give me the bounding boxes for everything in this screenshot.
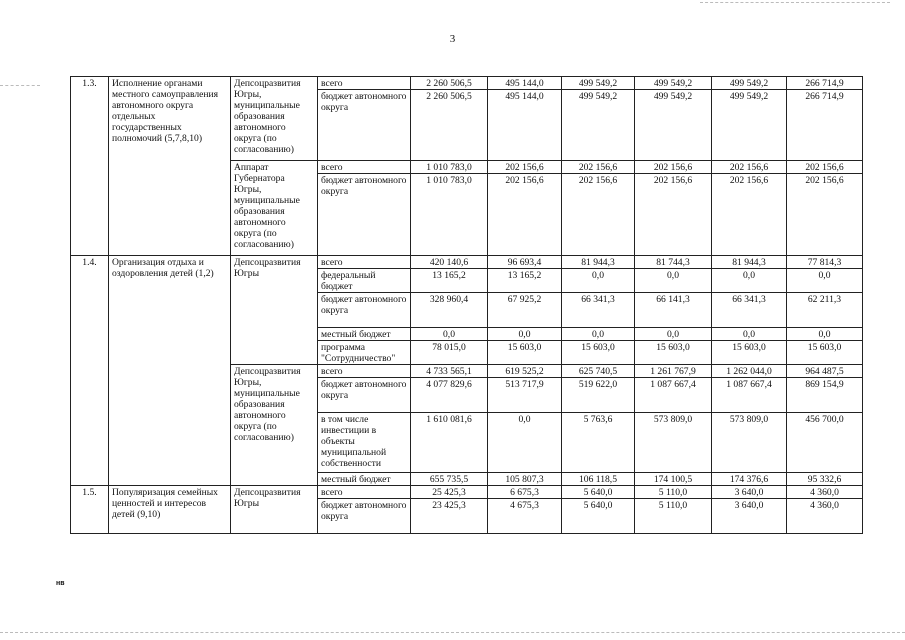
value-year-2: 5 640,0 <box>562 486 635 499</box>
table-row <box>71 256 863 269</box>
value-year-1: 6 675,3 <box>488 486 562 499</box>
value-year-1: 202 156,6 <box>488 161 562 174</box>
value-year-3: 499 549,2 <box>635 90 712 161</box>
value-year-4: 3 640,0 <box>712 486 787 499</box>
value-year-1: 202 156,6 <box>488 174 562 256</box>
value-year-2: 5 763,6 <box>562 413 635 473</box>
value-total: 13 165,2 <box>411 269 488 293</box>
scan-artifact-line <box>700 2 890 3</box>
value-year-2: 106 118,5 <box>562 473 635 486</box>
value-year-2: 519 622,0 <box>562 378 635 413</box>
value-year-2: 66 341,3 <box>562 293 635 328</box>
source-cell: всего <box>318 161 411 174</box>
value-year-5: 869 154,9 <box>787 378 863 413</box>
page-number: 3 <box>449 33 456 45</box>
source-cell: бюджет автономного округа <box>318 293 411 328</box>
source-cell: программа "Сотрудничество" <box>318 341 411 365</box>
value-year-3: 499 549,2 <box>635 77 712 90</box>
value-year-2: 0,0 <box>562 328 635 341</box>
scan-artifact-line <box>0 632 905 633</box>
value-total: 23 425,3 <box>411 499 488 534</box>
value-year-1: 105 807,3 <box>488 473 562 486</box>
value-year-3: 5 110,0 <box>635 499 712 534</box>
source-cell: местный бюджет <box>318 328 411 341</box>
value-year-4: 1 262 044,0 <box>712 365 787 378</box>
value-year-1: 15 603,0 <box>488 341 562 365</box>
value-year-2: 0,0 <box>562 269 635 293</box>
value-year-4: 174 376,6 <box>712 473 787 486</box>
value-year-5: 77 814,3 <box>787 256 863 269</box>
source-cell: всего <box>318 256 411 269</box>
value-total: 2 260 506,5 <box>411 90 488 161</box>
value-year-2: 15 603,0 <box>562 341 635 365</box>
value-year-4: 0,0 <box>712 269 787 293</box>
value-year-4: 573 809,0 <box>712 413 787 473</box>
value-year-3: 15 603,0 <box>635 341 712 365</box>
value-year-3: 174 100,5 <box>635 473 712 486</box>
value-year-1: 13 165,2 <box>488 269 562 293</box>
value-year-1: 495 144,0 <box>488 77 562 90</box>
value-total: 0,0 <box>411 328 488 341</box>
value-year-1: 67 925,2 <box>488 293 562 328</box>
value-year-5: 202 156,6 <box>787 161 863 174</box>
source-cell: всего <box>318 365 411 378</box>
value-year-4: 15 603,0 <box>712 341 787 365</box>
value-year-2: 5 640,0 <box>562 499 635 534</box>
executor-cell: Депсоцразвития Югры <box>231 256 318 365</box>
source-cell: местный бюджет <box>318 473 411 486</box>
source-cell: федеральный бюджет <box>318 269 411 293</box>
source-cell: бюджет автономного округа <box>318 174 411 256</box>
value-year-2: 499 549,2 <box>562 90 635 161</box>
value-year-5: 62 211,3 <box>787 293 863 328</box>
value-year-1: 96 693,4 <box>488 256 562 269</box>
source-cell: бюджет автономного округа <box>318 90 411 161</box>
footer-mark: нв <box>56 580 65 587</box>
value-year-4: 202 156,6 <box>712 174 787 256</box>
value-year-1: 0,0 <box>488 328 562 341</box>
value-year-1: 4 675,3 <box>488 499 562 534</box>
activity-name: Популяризация семейных ценностей и интересов детей (9,10) <box>109 486 231 534</box>
value-year-4: 202 156,6 <box>712 161 787 174</box>
value-year-1: 0,0 <box>488 413 562 473</box>
value-year-2: 202 156,6 <box>562 174 635 256</box>
row-number: 1.5. <box>71 486 109 534</box>
value-year-1: 619 525,2 <box>488 365 562 378</box>
source-cell: в том числе инвестиции в объекты муниципальной собственности <box>318 413 411 473</box>
value-year-4: 499 549,2 <box>712 90 787 161</box>
executor-cell: Депсоцразвития Югры <box>231 486 318 534</box>
value-total: 420 140,6 <box>411 256 488 269</box>
value-total: 2 260 506,5 <box>411 77 488 90</box>
value-year-1: 513 717,9 <box>488 378 562 413</box>
executor-cell: Депсоцразвития Югры, муниципальные образования автономного округа (по согласованию) <box>231 365 318 486</box>
value-year-2: 499 549,2 <box>562 77 635 90</box>
value-year-5: 4 360,0 <box>787 499 863 534</box>
value-year-3: 202 156,6 <box>635 174 712 256</box>
source-cell: всего <box>318 486 411 499</box>
value-year-5: 456 700,0 <box>787 413 863 473</box>
value-year-5: 15 603,0 <box>787 341 863 365</box>
value-total: 655 735,5 <box>411 473 488 486</box>
value-year-5: 0,0 <box>787 328 863 341</box>
value-year-3: 66 141,3 <box>635 293 712 328</box>
executor-cell: Аппарат Губернатора Югры, муниципальные образования автономного округа (по согласованию) <box>231 161 318 256</box>
value-year-4: 66 341,3 <box>712 293 787 328</box>
value-year-4: 81 944,3 <box>712 256 787 269</box>
value-year-5: 4 360,0 <box>787 486 863 499</box>
budget-table <box>70 76 863 534</box>
value-total: 328 960,4 <box>411 293 488 328</box>
table-row <box>71 486 863 499</box>
value-year-4: 1 087 667,4 <box>712 378 787 413</box>
activity-name: Организация отдыха и оздоровления детей (1,2) <box>109 256 231 486</box>
value-year-5: 0,0 <box>787 269 863 293</box>
value-year-5: 95 332,6 <box>787 473 863 486</box>
value-total: 25 425,3 <box>411 486 488 499</box>
value-year-3: 0,0 <box>635 269 712 293</box>
value-total: 4 077 829,6 <box>411 378 488 413</box>
value-year-4: 3 640,0 <box>712 499 787 534</box>
value-year-5: 266 714,9 <box>787 77 863 90</box>
value-year-1: 495 144,0 <box>488 90 562 161</box>
value-total: 78 015,0 <box>411 341 488 365</box>
value-year-2: 625 740,5 <box>562 365 635 378</box>
value-year-4: 0,0 <box>712 328 787 341</box>
source-cell: бюджет автономного округа <box>318 499 411 534</box>
value-year-2: 81 944,3 <box>562 256 635 269</box>
source-cell: всего <box>318 77 411 90</box>
value-year-5: 266 714,9 <box>787 90 863 161</box>
value-year-3: 202 156,6 <box>635 161 712 174</box>
value-total: 1 010 783,0 <box>411 174 488 256</box>
row-number: 1.3. <box>71 77 109 256</box>
row-number: 1.4. <box>71 256 109 486</box>
scan-artifact-line <box>0 85 40 86</box>
value-total: 1 610 081,6 <box>411 413 488 473</box>
executor-cell: Депсоцразвития Югры, муниципальные образования автономного округа (по согласованию) <box>231 77 318 161</box>
value-year-3: 81 744,3 <box>635 256 712 269</box>
value-year-5: 964 487,5 <box>787 365 863 378</box>
value-year-3: 1 261 767,9 <box>635 365 712 378</box>
value-year-2: 202 156,6 <box>562 161 635 174</box>
value-year-3: 1 087 667,4 <box>635 378 712 413</box>
value-year-4: 499 549,2 <box>712 77 787 90</box>
value-year-3: 5 110,0 <box>635 486 712 499</box>
value-total: 1 010 783,0 <box>411 161 488 174</box>
value-total: 4 733 565,1 <box>411 365 488 378</box>
table-row <box>71 77 863 90</box>
value-year-5: 202 156,6 <box>787 174 863 256</box>
value-year-3: 573 809,0 <box>635 413 712 473</box>
activity-name: Исполнение органами местного самоуправления автономного округа отдельных государственных полномочий (5,7,8,10) <box>109 77 231 256</box>
source-cell: бюджет автономного округа <box>318 378 411 413</box>
value-year-3: 0,0 <box>635 328 712 341</box>
